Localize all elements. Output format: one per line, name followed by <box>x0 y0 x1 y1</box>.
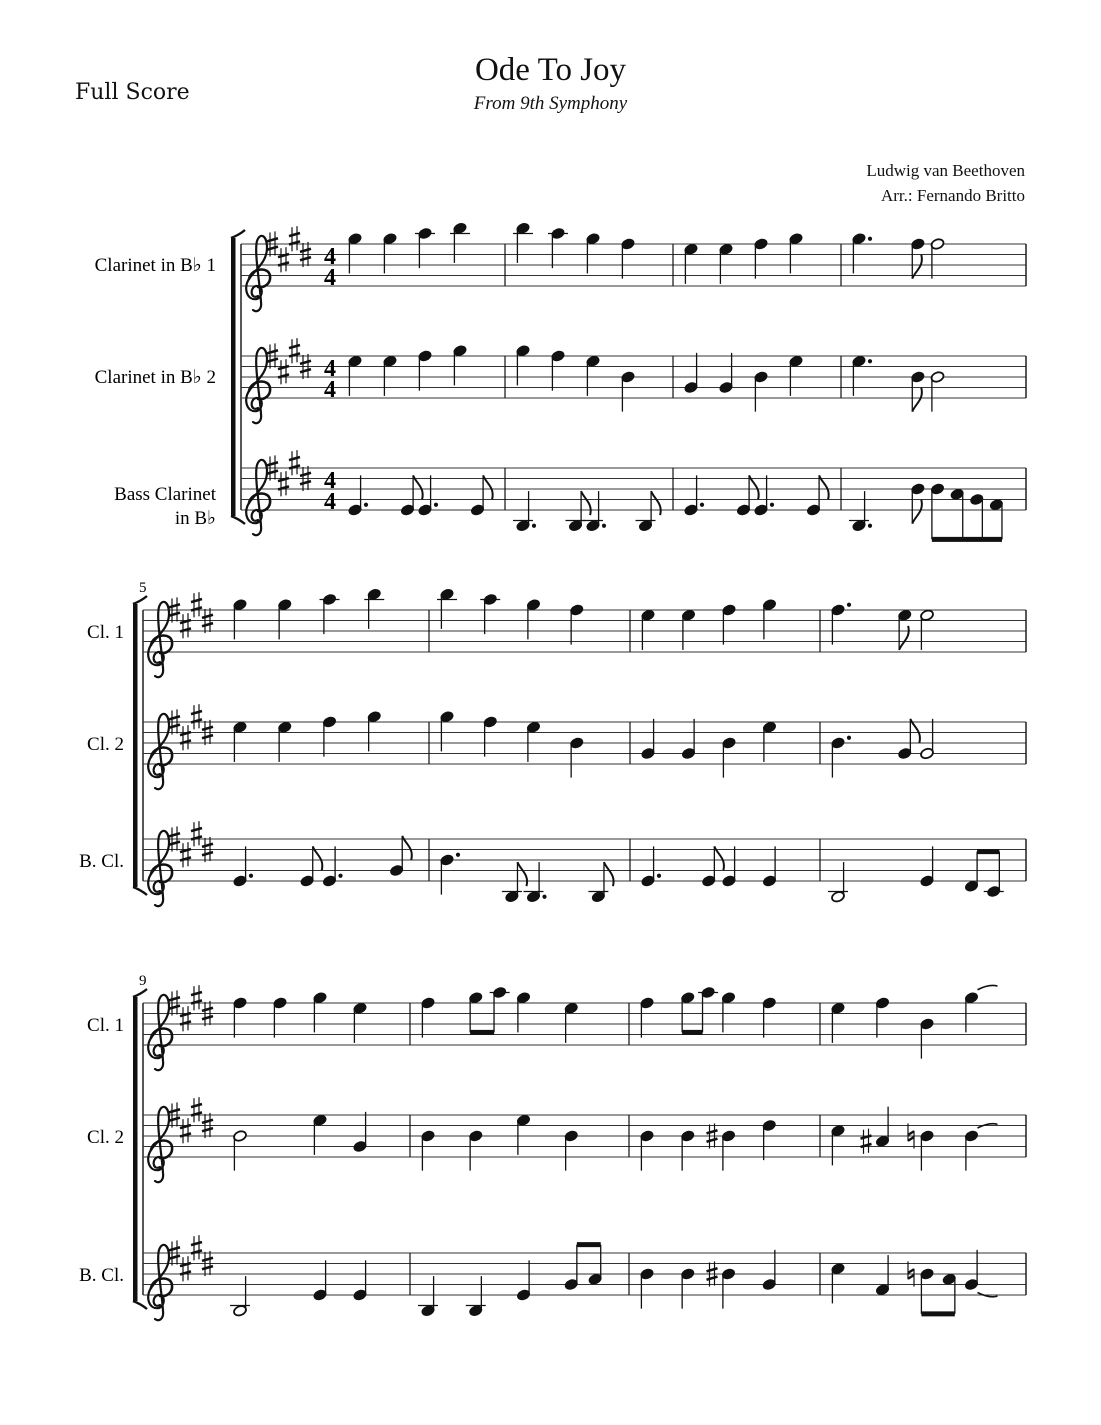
note-dot <box>364 503 368 507</box>
measure-2 <box>440 710 585 777</box>
key-signature-sharp-bar-b <box>169 842 180 845</box>
instrument-short-name: Cl. 2 <box>87 734 124 755</box>
measure-1 <box>233 588 385 640</box>
treble-clef-icon <box>148 995 169 1070</box>
instrument-name: Bass Clarinet <box>114 484 216 505</box>
measure-2 <box>513 222 635 279</box>
note-flag <box>912 388 922 412</box>
measure-2 <box>437 588 584 645</box>
instrument-short-name: Cl. 1 <box>87 622 124 643</box>
key-signature-sharp-bar-a <box>202 615 213 618</box>
key-signature-sharp-bar-b <box>267 471 278 474</box>
key-signature-sharp-bar-a <box>202 727 213 730</box>
measure-number: 9 <box>139 973 147 989</box>
measure-1 <box>348 222 470 274</box>
system-bracket <box>133 604 138 887</box>
key-signature-sharp-bar-a <box>289 457 300 460</box>
key-signature-sharp-bar-a <box>191 828 202 831</box>
key-signature-sharp-bar-a <box>267 238 278 241</box>
key-signature-sharp-bar-a <box>169 1109 180 1112</box>
note-dot <box>868 524 872 528</box>
key-signature-sharp-bar-b <box>300 257 311 260</box>
staff-1 <box>87 588 1026 677</box>
key-signature-sharp-bar-a <box>202 1008 213 1011</box>
key-signature-sharp-bar-a <box>202 1258 213 1261</box>
key-signature-sharp-bar-b <box>169 1006 180 1009</box>
measure-2 <box>418 1245 603 1318</box>
measure-3 <box>641 598 777 650</box>
note-dot <box>847 603 851 607</box>
measure-4 <box>831 1250 998 1314</box>
piece-title: Ode To Joy <box>474 52 627 88</box>
instrument-name: Clarinet in B♭ 2 <box>94 367 216 388</box>
key-signature-sharp-bar-a <box>169 716 180 719</box>
key-signature-sharp-bar-a <box>191 711 202 714</box>
time-signature-denominator: 4 <box>324 265 336 291</box>
instrument-short-name: B. Cl. <box>79 1265 124 1286</box>
measure-4 <box>852 355 945 412</box>
measure-4 <box>831 719 935 778</box>
key-signature-sharp-bar-b <box>202 735 213 738</box>
note-dot <box>532 524 536 528</box>
note-flag <box>581 491 591 515</box>
note-sharp-bar-b <box>707 1277 718 1280</box>
instrument-short-name: Cl. 2 <box>87 1127 124 1148</box>
note-dot <box>770 503 774 507</box>
note-natural-bar-a <box>908 1131 914 1135</box>
bracket-top-hook <box>133 596 147 604</box>
piece-subtitle: From 9th Symphony <box>473 93 628 114</box>
staff-1 <box>87 985 1026 1070</box>
key-signature-sharp-bar-a <box>191 599 202 602</box>
system-bracket <box>231 238 236 516</box>
note-dot <box>456 853 460 857</box>
note-dot <box>700 503 704 507</box>
treble-clef-icon <box>148 831 169 906</box>
note-flag <box>604 862 614 886</box>
bracket-bottom-hook <box>231 516 245 524</box>
key-signature-sharp-bar-b <box>169 1118 180 1121</box>
instrument-name: Clarinet in B♭ 1 <box>94 255 216 276</box>
note-natural-bar-a <box>908 1269 914 1273</box>
staff-3 <box>114 450 1026 539</box>
staff-2 <box>87 704 1026 789</box>
key-signature-sharp-bar-a <box>169 997 180 1000</box>
key-signature-sharp-bar-b <box>300 481 311 484</box>
treble-clef-icon <box>148 1107 169 1182</box>
measure-4 <box>831 1107 998 1171</box>
time-signature-numerator: 4 <box>324 468 336 494</box>
note-flag <box>651 491 661 515</box>
key-signature-sharp-bar-a <box>300 249 311 252</box>
note-dot <box>542 895 546 899</box>
note-dot <box>602 524 606 528</box>
measure-4 <box>831 985 998 1058</box>
measure-4 <box>828 846 1004 903</box>
key-signature-sharp-bar-b <box>202 852 213 855</box>
key-signature-sharp-bar-a <box>289 345 300 348</box>
key-signature-sharp-bar-a <box>191 1104 202 1107</box>
note-sharp-bar-a <box>707 1130 718 1133</box>
measure-2 <box>421 1114 579 1171</box>
note-dot <box>868 237 872 241</box>
arranger-credit: Arr.: Fernando Britto <box>880 186 1025 205</box>
measure-number: 5 <box>139 580 147 596</box>
score-label: Full Score <box>75 80 190 105</box>
instrument-short-name: Cl. 1 <box>87 1015 124 1036</box>
bracket-bottom-hook <box>133 1301 147 1309</box>
treble-clef-icon <box>246 460 267 535</box>
note-dot <box>434 503 438 507</box>
measure-1 <box>348 344 468 396</box>
note-flag <box>912 500 922 524</box>
measure-4 <box>852 232 945 278</box>
measure-3 <box>684 353 804 412</box>
note-sharp-bar-a <box>707 1268 718 1271</box>
treble-clef-icon <box>148 602 169 677</box>
key-signature-sharp-bar-a <box>191 1242 202 1245</box>
treble-clef-icon <box>246 348 267 423</box>
note-flag <box>899 626 909 650</box>
note-dot <box>249 874 253 878</box>
time-signature-numerator: 4 <box>324 356 336 382</box>
staff-3 <box>79 1235 1026 1320</box>
measure-1 <box>230 1260 367 1317</box>
key-signature-sharp-bar-b <box>267 359 278 362</box>
key-signature-sharp-bar-a <box>191 992 202 995</box>
system-1 <box>95 222 1026 540</box>
measure-1 <box>233 836 412 888</box>
measure-4 <box>849 483 1004 540</box>
note-flag <box>517 862 527 886</box>
system-2 <box>79 580 1026 906</box>
measure-3 <box>640 986 777 1038</box>
key-signature-sharp-bar-a <box>300 473 311 476</box>
bracket-top-hook <box>231 230 245 238</box>
measure-2 <box>513 491 661 532</box>
staff-3 <box>79 821 1026 906</box>
treble-clef-icon <box>148 714 169 789</box>
measure-1 <box>233 710 382 762</box>
bracket-top-hook <box>133 989 147 997</box>
measure-2 <box>516 344 636 411</box>
key-signature-sharp-bar-b <box>267 247 278 250</box>
key-signature-sharp-bar-a <box>289 233 300 236</box>
key-signature-sharp-bar-b <box>202 1266 213 1269</box>
measure-3 <box>640 1250 777 1309</box>
key-signature-sharp-bar-a <box>169 1247 180 1250</box>
key-signature-sharp-bar-b <box>169 1256 180 1259</box>
bracket-bottom-hook <box>133 887 147 895</box>
note-tie <box>978 985 998 989</box>
staff-2 <box>87 1097 1026 1182</box>
key-signature-sharp-bar-a <box>169 833 180 836</box>
key-signature-sharp-bar-b <box>169 725 180 728</box>
note-natural-bar-b <box>908 1137 914 1141</box>
composer-credit: Ludwig van Beethoven <box>866 161 1025 180</box>
key-signature-sharp-bar-a <box>300 361 311 364</box>
key-signature-sharp-bar-a <box>267 462 278 465</box>
treble-clef-icon <box>246 236 267 311</box>
key-signature-sharp-bar-a <box>169 604 180 607</box>
note-dot <box>338 874 342 878</box>
key-signature-sharp-bar-b <box>202 1016 213 1019</box>
measure-1 <box>233 991 368 1043</box>
instrument-name-line2: in B♭ <box>174 508 216 529</box>
measure-3 <box>684 232 804 284</box>
time-signature-numerator: 4 <box>324 244 336 270</box>
note-dot <box>868 359 872 363</box>
key-signature-sharp-bar-a <box>202 844 213 847</box>
key-signature-sharp-bar-a <box>267 350 278 353</box>
measure-3 <box>641 719 777 778</box>
key-signature-sharp-bar-b <box>169 613 180 616</box>
note-dot <box>847 736 851 740</box>
instrument-short-name: B. Cl. <box>79 851 124 872</box>
key-signature-sharp-bar-a <box>202 1120 213 1123</box>
system-3 <box>79 973 1026 1320</box>
key-signature-sharp-bar-b <box>202 623 213 626</box>
measure-1 <box>233 1112 368 1171</box>
measure-3 <box>640 1119 777 1171</box>
note-sharp-bar-b <box>707 1139 718 1142</box>
time-signature-denominator: 4 <box>324 489 336 515</box>
key-signature-sharp-bar-b <box>202 1128 213 1131</box>
note-dot <box>657 874 661 878</box>
key-signature-sharp-bar-b <box>300 369 311 372</box>
note-natural-bar-b <box>908 1275 914 1279</box>
treble-clef-icon <box>148 1245 169 1320</box>
system-bracket <box>133 997 138 1301</box>
time-signature-denominator: 4 <box>324 377 336 403</box>
